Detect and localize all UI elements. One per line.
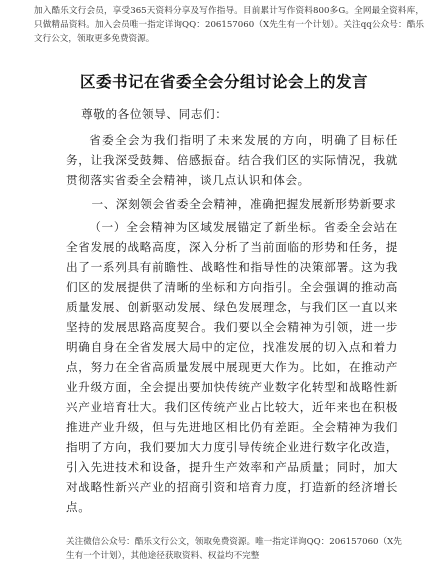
section-heading: 一、深刻领会省委全会精神，准确把握发展新形势新要求 [91, 197, 397, 211]
paragraph-subsection-1: （一）全会精神为区域发展锚定了新坐标。省委全会站在全省发展的战略高度，深入分析了当前面临的形势和任务，提出了一系列具有前瞻性、战略性和指导性的决策部署。这为我们区的发展提供了清晰的坐标和方向指引。全会强调的推动高质量发展、创新驱动发展、绿色发展理念，与我们区一直以来坚持的发展思路高度契合。我们要以全会精神为引领，进一步明确自身在全省发展大局中的定位，找准发展的切入点和着力点，努力在全省高质量发展中展现更大作为。比如，在推动产业升级方面，全会提出要加快传统产业数字化转型和战略性新兴产业培育壮大。我们区传统产业占比较大，近年来也在积极推进产业升级，但与先进地区相比仍有差距。全会精神为我们指明了方向，我们要加大力度引导传统企业进行数字化改造，引入先进技术和设备，提升生产效率和产品质量；同时，加大对战略性新兴产业的招商引资和培育力度，打造新的经济增长点。 [66, 220, 398, 514]
document-title: 区委书记在省委全会分组讨论会上的发言 [79, 72, 368, 91]
header-promo-note: 加入酷乐文行会员，享受365天资料分享及写作指导。目前累计写作资料800多G。全网最全资料库，只做精品资料。加入会员唯一指定详询QQ：206157060（X先生有一个计划）。关注qq公众号：酷乐文行公文，领取更多免费资源。 [34, 6, 424, 44]
salutation: 尊敬的各位领导、同志们： [81, 107, 228, 121]
paragraph-intro: 省委全会为我们指明了未来发展的方向，明确了目标任务，让我深受鼓舞、倍感振奋。结合我们区的实际情况，我就贯彻落实省委全会精神，谈几点认识和体会。 [66, 133, 398, 187]
document-body [66, 104, 398, 517]
footer-promo-note: 关注微信公众号：酷乐文行公文，领取免费资源。唯一指定详询QQ：206157060（X先生有一个计划），其他途径获取资料、权益均不完整 [66, 537, 402, 561]
